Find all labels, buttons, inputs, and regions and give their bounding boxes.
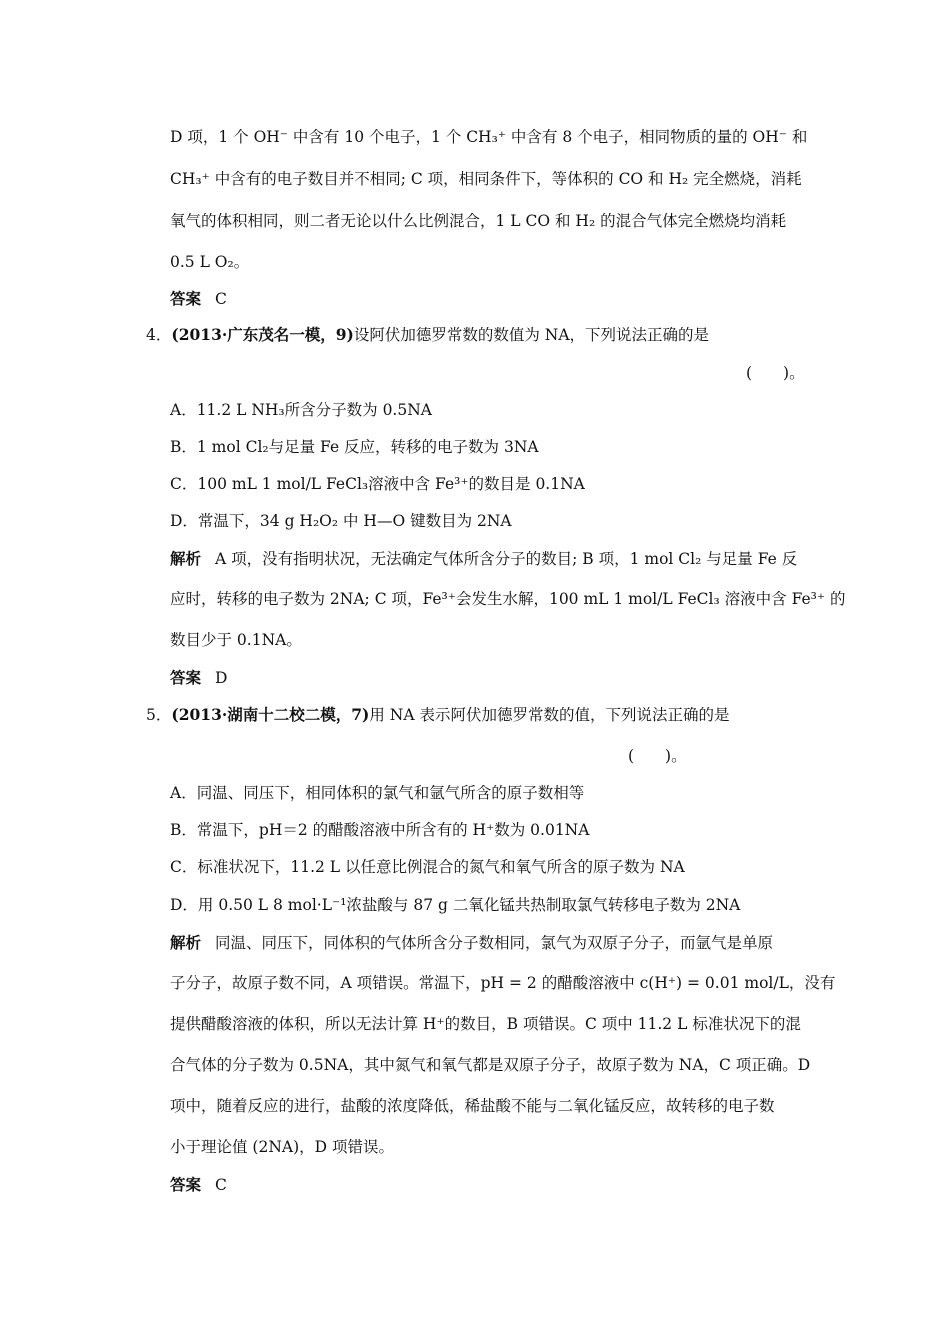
q5-number: 5． bbox=[146, 706, 172, 724]
q4-stem: 设阿伏加德罗常数的数值为 NA，下列说法正确的是 bbox=[353, 326, 710, 344]
q4-answer-blank: ( )。 bbox=[746, 364, 805, 382]
q4-analysis-text-1: A 项，没有指明状况，无法确定气体所含分子的数目; B 项，1 mol Cl₂ 与足量 Fe 反 bbox=[215, 550, 798, 568]
q4-source: (2013·广东茂名一模，9) bbox=[171, 325, 354, 344]
analysis-label: 解析 bbox=[170, 549, 202, 568]
prev-explanation-line-3: 氧气的体积相同，则二者无论以什么比例混合，1 L CO 和 H₂ 的混合气体完全燃烧均消耗 bbox=[170, 212, 787, 230]
q5-analysis-line-3: 提供醋酸溶液的体积，所以无法计算 H⁺的数目，B 项错误。C 项中 11.2 L 标准状况下的混 bbox=[170, 1015, 801, 1033]
q5-stem-line bbox=[146, 704, 730, 726]
q4-analysis-line-1 bbox=[170, 548, 797, 570]
q5-source: (2013·湖南十二校二模，7) bbox=[171, 705, 370, 724]
q5-analysis-text-1: 同温、同压下，同体积的气体所含分子数相同，氯气为双原子分子，而氩气是单原 bbox=[215, 934, 774, 952]
q5-option-d: D．用 0.50 L 8 mol·L⁻¹浓盐酸与 87 g 二氧化锰共热制取氯气转移电子数为 2NA bbox=[170, 896, 741, 914]
answer-value: C bbox=[215, 1176, 227, 1194]
q4-analysis-line-3: 数目少于 0.1NA。 bbox=[170, 631, 302, 649]
answer-value: D bbox=[215, 669, 228, 687]
q5-stem: 用 NA 表示阿伏加德罗常数的值，下列说法正确的是 bbox=[369, 706, 730, 724]
q4-stem-line bbox=[146, 324, 709, 346]
q5-analysis-line-4: 合气体的分子数为 0.5NA，其中氮气和氧气都是双原子分子，故原子数为 NA，C 项正确。D bbox=[170, 1056, 811, 1074]
q5-option-a: A．同温、同压下，相同体积的氯气和氩气所含的原子数相等 bbox=[170, 784, 585, 802]
prev-explanation-line-2: CH₃⁺ 中含有的电子数目并不相同; C 项，相同条件下，等体积的 CO 和 H₂ 完全燃烧，消耗 bbox=[170, 170, 802, 188]
q4-option-d: D．常温下，34 g H₂O₂ 中 H—O 键数目为 2NA bbox=[170, 512, 512, 530]
prev-explanation-line-4: 0.5 L O₂。 bbox=[170, 253, 250, 271]
q4-option-b: B．1 mol Cl₂与足量 Fe 反应，转移的电子数为 3NA bbox=[170, 438, 539, 456]
prev-answer bbox=[170, 288, 227, 310]
answer-label: 答案 bbox=[170, 668, 202, 687]
q5-analysis-line-1 bbox=[170, 932, 773, 954]
q4-option-a: A．11.2 L NH₃所含分子数为 0.5NA bbox=[170, 401, 432, 419]
analysis-label: 解析 bbox=[170, 933, 202, 952]
answer-value: C bbox=[215, 290, 227, 308]
q4-option-c: C．100 mL 1 mol/L FeCl₃溶液中含 Fe³⁺的数目是 0.1NA bbox=[170, 475, 585, 493]
q5-option-c: C．标准状况下，11.2 L 以任意比例混合的氮气和氧气所含的原子数为 NA bbox=[170, 858, 685, 876]
prev-explanation-line-1: D 项，1 个 OH⁻ 中含有 10 个电子，1 个 CH₃⁺ 中含有 8 个电子，相同物质的量的 OH⁻ 和 bbox=[170, 128, 808, 146]
q5-option-b: B．常温下，pH＝2 的醋酸溶液中所含有的 H⁺数为 0.01NA bbox=[170, 821, 590, 839]
q5-answer-blank: ( )。 bbox=[628, 747, 687, 765]
q5-answer bbox=[170, 1174, 227, 1196]
q4-number: 4． bbox=[146, 326, 172, 344]
answer-label: 答案 bbox=[170, 289, 202, 308]
q4-answer bbox=[170, 667, 227, 689]
q5-analysis-line-2: 子分子，故原子数不同，A 项错误。常温下，pH = 2 的醋酸溶液中 c(H⁺) = 0.01 mol/L，没有 bbox=[170, 974, 836, 992]
q4-analysis-line-2: 应时，转移的电子数为 2NA; C 项，Fe³⁺会发生水解，100 mL 1 mol/L FeCl₃ 溶液中含 Fe³⁺ 的 bbox=[170, 590, 846, 608]
answer-label: 答案 bbox=[170, 1175, 202, 1194]
q5-analysis-line-5: 项中，随着反应的进行，盐酸的浓度降低，稀盐酸不能与二氧化锰反应，故转移的电子数 bbox=[170, 1097, 775, 1115]
q5-analysis-line-6: 小于理论值 (2NA)，D 项错误。 bbox=[170, 1138, 394, 1156]
